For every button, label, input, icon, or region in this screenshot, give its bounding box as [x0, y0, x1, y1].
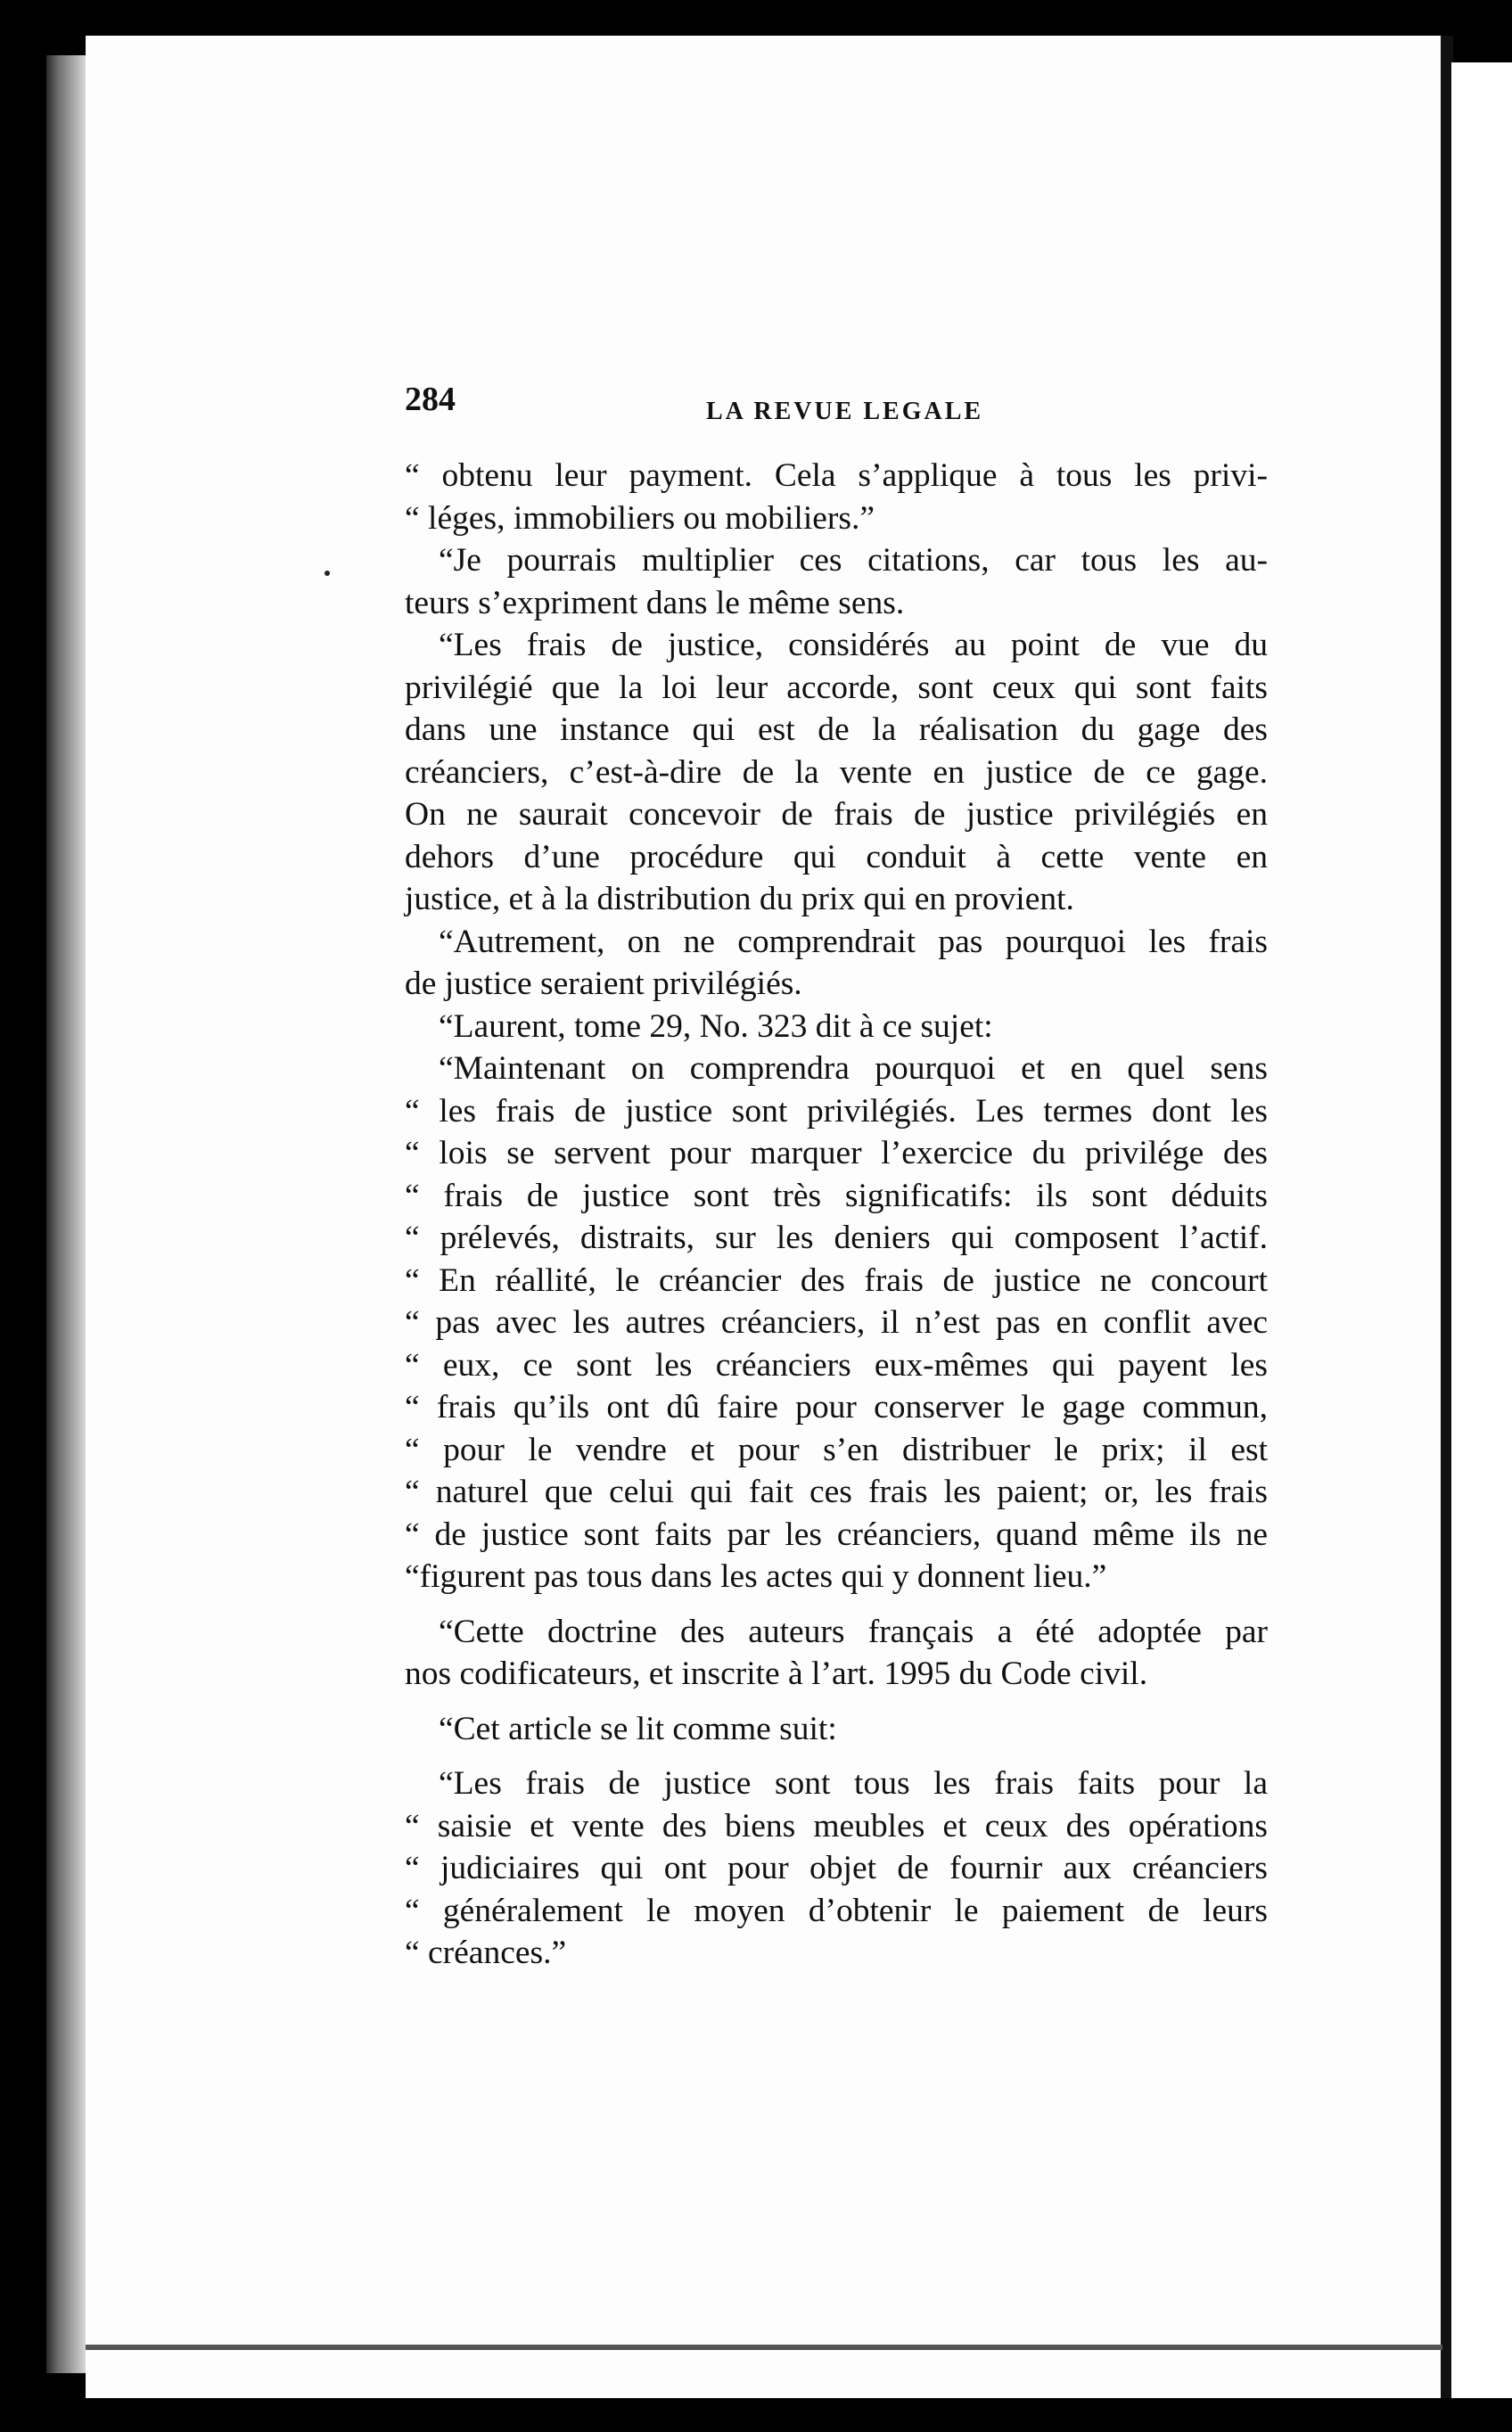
text-line: “Je pourrais multiplier ces citations, car tous les au-: [439, 542, 1268, 579]
text-line: “ pas avec les autres créanciers, il n’est pas en conflit avec: [405, 1304, 1268, 1341]
text-line: “ frais de justice sont très significatifs: ils sont déduits: [405, 1177, 1268, 1214]
text-line: teurs s’expriment dans le même sens.: [405, 584, 905, 621]
body-text: [405, 455, 1268, 1975]
text-line: “ saisie et vente des biens meubles et ceux des opérations: [405, 1807, 1268, 1845]
text-line: “figurent pas tous dans les actes qui y donnent lieu.”: [405, 1558, 1107, 1595]
text-line: privilégié que la loi leur accorde, sont ceux qui sont faits: [405, 669, 1268, 706]
next-page-edge: [1451, 62, 1512, 2398]
text-line: “Cette doctrine des auteurs français a été adoptée par: [439, 1613, 1268, 1650]
text-line: “ frais qu’ils ont dû faire pour conserver le gage commun,: [405, 1389, 1268, 1426]
text-line: “ créances.”: [405, 1935, 567, 1971]
paragraph-gap: [405, 1696, 1268, 1708]
page-number: 284: [405, 381, 456, 418]
page-header: [405, 374, 1296, 428]
text-line: “ naturel que celui qui fait ces frais les paient; or, les frais: [405, 1474, 1268, 1510]
text-line: justice, et à la distribution du prix qui en provient.: [405, 881, 1074, 917]
text-line: dans une instance qui est de la réalisation du gage des: [405, 711, 1268, 748]
text-line: créanciers, c’est-à-dire de la vente en justice de ce gage.: [405, 753, 1268, 791]
text-line: “ lois se servent pour marquer l’exercice du privilége des: [405, 1135, 1268, 1171]
scan-speck: [325, 571, 330, 576]
text-line: “ prélevés, distraits, sur les deniers qui composent l’actif.: [405, 1220, 1268, 1256]
page-bottom-edge: [86, 2345, 1442, 2350]
text-line: “Les frais de justice, considérés au point de vue du: [439, 627, 1268, 663]
text-line: “Les frais de justice sont tous les frais faits pour la: [439, 1765, 1268, 1802]
text-line: “ obtenu leur payment. Cela s’applique à tous les privi-: [405, 457, 1268, 494]
text-line: “ généralement le moyen d’obtenir le paiement de leurs: [405, 1892, 1268, 1929]
text-line: nos codificateurs, et inscrite à l’art. 1995 du Code civil.: [405, 1656, 1148, 1692]
paragraph-gap: [405, 1598, 1268, 1611]
text-line: “Laurent, tome 29, No. 323 dit à ce sujet:: [439, 1007, 993, 1045]
text-line: “Autrement, on ne comprendrait pas pourquoi les frais: [439, 923, 1268, 960]
book-spine-edge: [46, 55, 86, 2373]
running-head: LA REVUE LEGALE: [706, 398, 984, 425]
text-line: “Cet article se lit comme suit:: [439, 1710, 837, 1747]
text-line: “ En réallité, le créancier des frais de justice ne concourt: [405, 1261, 1268, 1299]
paragraph-gap: [405, 1750, 1268, 1762]
text-line: “ pour le vendre et pour s’en distribuer le prix; il est: [405, 1431, 1268, 1468]
text-line: “ les frais de justice sont privilégiés. Les termes dont les: [405, 1092, 1268, 1130]
text-line: “Maintenant on comprendra pourquoi et en quel sens: [439, 1050, 1268, 1087]
text-line: dehors d’une procédure qui conduit à cette vente en: [405, 838, 1268, 875]
text-line: “ de justice sont faits par les créanciers, quand même ils ne: [405, 1516, 1268, 1553]
text-line: On ne saurait concevoir de frais de justice privilégiés en: [405, 796, 1268, 833]
text-line: de justice seraient privilégiés.: [405, 965, 802, 1002]
text-line: “ eux, ce sont les créanciers eux-mêmes qui payent les: [405, 1346, 1268, 1384]
text-line: “ léges, immobiliers ou mobiliers.”: [405, 499, 875, 537]
text-line: “ judiciaires qui ont pour objet de fournir aux créanciers: [405, 1850, 1268, 1886]
